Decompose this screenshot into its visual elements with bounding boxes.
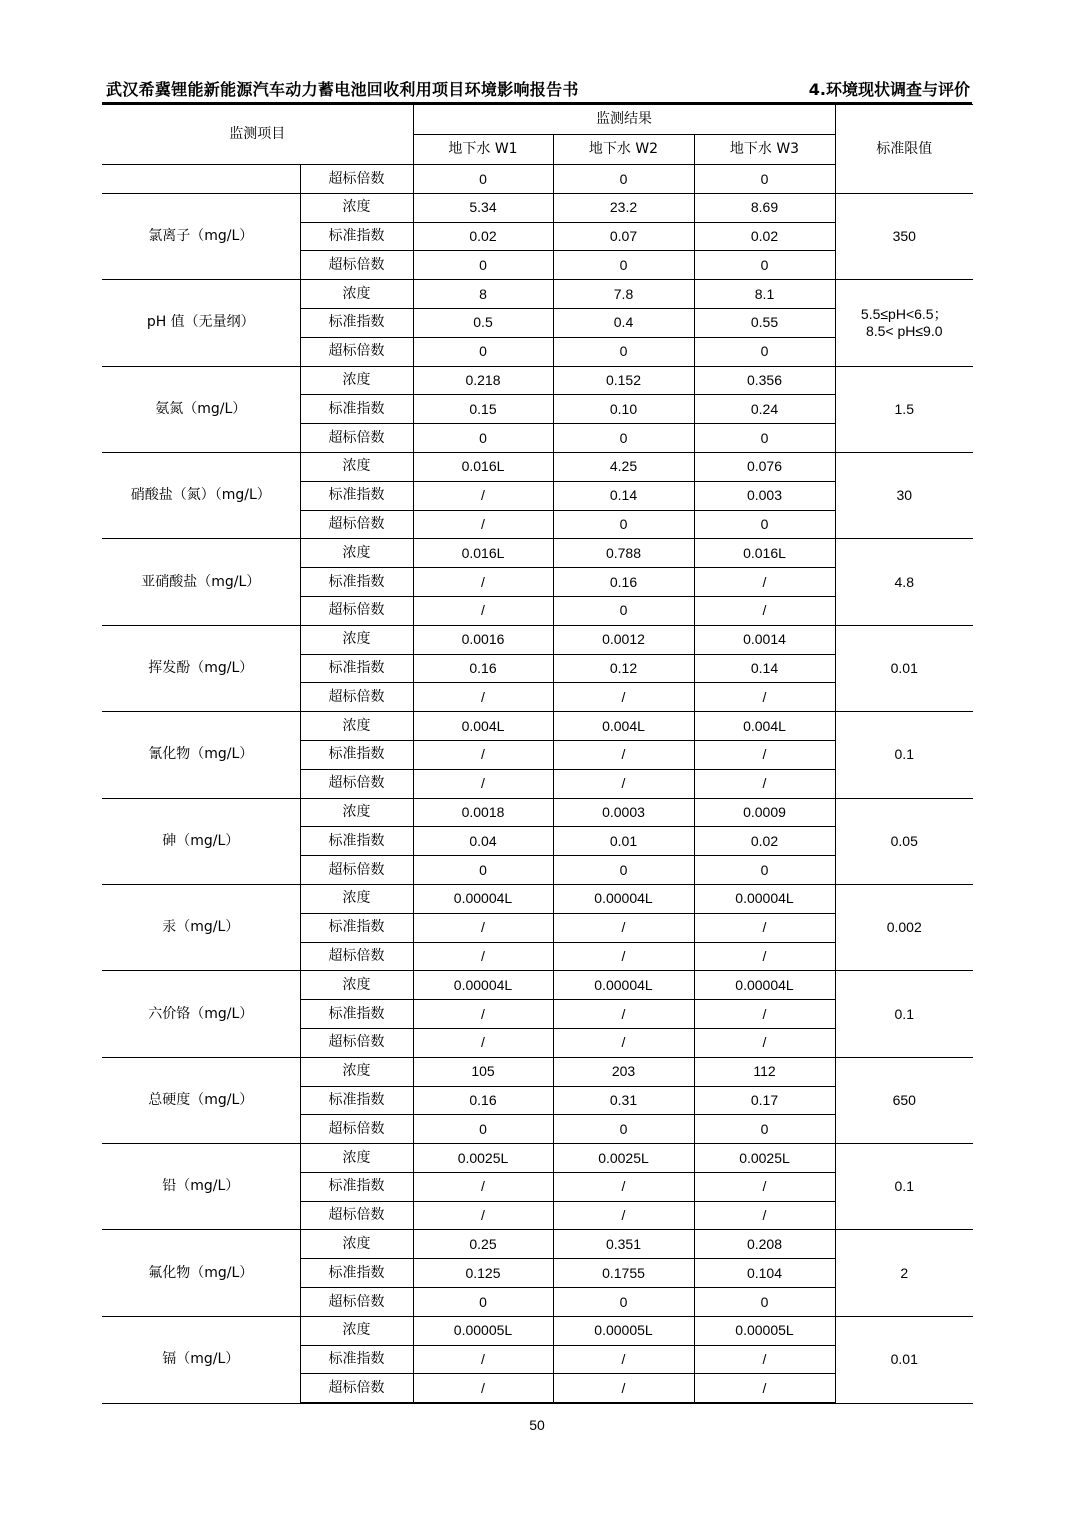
row-label: 超标倍数 <box>300 165 413 194</box>
standard-limit-line: 1.5 <box>894 400 914 417</box>
value-cell: / <box>413 913 553 942</box>
value-cell: 0 <box>553 337 694 366</box>
row-label: 浓度 <box>300 884 413 913</box>
value-cell: 8.69 <box>694 193 835 222</box>
value-cell: / <box>694 683 835 712</box>
table-row <box>102 1316 973 1345</box>
item-name: 挥发酚（mg/L） <box>102 625 300 711</box>
value-cell: 203 <box>553 1057 694 1086</box>
value-cell: / <box>413 683 553 712</box>
table-row <box>102 1144 973 1173</box>
value-cell: / <box>553 683 694 712</box>
value-cell: 0.0025L <box>413 1144 553 1173</box>
value-cell: 0.351 <box>553 1230 694 1259</box>
value-cell: 0 <box>694 251 835 280</box>
page-number: 50 <box>529 1417 545 1433</box>
standard-limit-line: 350 <box>892 228 916 245</box>
value-cell: 0.00004L <box>694 971 835 1000</box>
item-name: 氯离子（mg/L） <box>102 193 300 279</box>
standard-limit <box>835 971 973 1057</box>
table-row <box>102 452 973 481</box>
row-label: 超标倍数 <box>300 1374 413 1403</box>
value-cell: / <box>694 596 835 625</box>
value-cell: 0.0016 <box>413 625 553 654</box>
value-cell: / <box>694 740 835 769</box>
row-label: 超标倍数 <box>300 251 413 280</box>
value-cell: 7.8 <box>553 280 694 309</box>
row-label: 超标倍数 <box>300 337 413 366</box>
row-label: 浓度 <box>300 366 413 395</box>
value-cell: / <box>413 596 553 625</box>
value-cell: / <box>553 942 694 971</box>
row-label: 浓度 <box>300 712 413 741</box>
table-row <box>102 280 973 309</box>
value-cell: 0.15 <box>413 395 553 424</box>
standard-limit-line: 0.01 <box>890 660 918 677</box>
value-cell: 0.788 <box>553 539 694 568</box>
value-cell: 0.00004L <box>553 971 694 1000</box>
value-cell: 0.14 <box>694 654 835 683</box>
row-label: 标准指数 <box>300 1172 413 1201</box>
value-cell: / <box>694 1345 835 1374</box>
value-cell: / <box>694 1028 835 1057</box>
value-cell: 0 <box>553 424 694 453</box>
standard-limit-line: 4.8 <box>894 573 914 590</box>
value-cell: 0 <box>553 165 694 194</box>
row-label: 超标倍数 <box>300 510 413 539</box>
value-cell: / <box>553 1201 694 1230</box>
value-cell: 0.14 <box>553 481 694 510</box>
row-label: 标准指数 <box>300 1345 413 1374</box>
value-cell: / <box>694 1000 835 1029</box>
value-cell: / <box>694 1172 835 1201</box>
row-label: 浓度 <box>300 1057 413 1086</box>
value-cell: 0.0014 <box>694 625 835 654</box>
standard-limit <box>835 712 973 798</box>
value-cell: 0.02 <box>694 222 835 251</box>
standard-limit <box>835 625 973 711</box>
value-cell: 0.016L <box>413 452 553 481</box>
value-cell: / <box>413 1000 553 1029</box>
well-header: 地下水 W3 <box>694 135 835 165</box>
standard-limit-line: 2 <box>900 1264 909 1281</box>
value-cell: 0.104 <box>694 1259 835 1288</box>
value-cell: 0.00004L <box>413 971 553 1000</box>
item-name: 氟化物（mg/L） <box>102 1230 300 1316</box>
standard-limit <box>835 193 973 279</box>
value-cell: 0.016L <box>694 539 835 568</box>
value-cell: 0 <box>694 856 835 885</box>
table-row <box>102 1057 973 1086</box>
value-cell: 0.17 <box>694 1086 835 1115</box>
value-cell: 8 <box>413 280 553 309</box>
value-cell: 0 <box>413 1288 553 1317</box>
standard-limit <box>835 798 973 884</box>
value-cell: 0.0009 <box>694 798 835 827</box>
document-title: 武汉希冀锂能新能源汽车动力蓄电池回收利用项目环境影响报告书 <box>106 80 579 99</box>
value-cell: 0.003 <box>694 481 835 510</box>
row-label: 标准指数 <box>300 827 413 856</box>
value-cell: 0 <box>413 251 553 280</box>
value-cell: / <box>553 769 694 798</box>
table-row <box>102 712 973 741</box>
value-cell: / <box>553 740 694 769</box>
value-cell: / <box>413 510 553 539</box>
value-cell: 0 <box>694 424 835 453</box>
row-label: 标准指数 <box>300 654 413 683</box>
value-cell: 0.0025L <box>694 1144 835 1173</box>
row-label: 超标倍数 <box>300 1201 413 1230</box>
standard-limit <box>835 452 973 538</box>
row-label: 超标倍数 <box>300 942 413 971</box>
value-cell: 105 <box>413 1057 553 1086</box>
value-cell: 0 <box>553 510 694 539</box>
value-cell: 8.1 <box>694 280 835 309</box>
value-cell: 0 <box>553 251 694 280</box>
row-label: 超标倍数 <box>300 856 413 885</box>
value-cell: 0.07 <box>553 222 694 251</box>
item-name: 氰化物（mg/L） <box>102 712 300 798</box>
value-cell: 0.00004L <box>694 884 835 913</box>
row-label: 浓度 <box>300 539 413 568</box>
monitoring-table <box>102 104 973 1404</box>
value-cell: 0.24 <box>694 395 835 424</box>
value-cell: / <box>553 1345 694 1374</box>
row-label: 超标倍数 <box>300 1115 413 1144</box>
item-name: 硝酸盐（氮）（mg/L） <box>102 452 300 538</box>
value-cell: 23.2 <box>553 193 694 222</box>
row-label: 浓度 <box>300 625 413 654</box>
value-cell: / <box>553 1172 694 1201</box>
value-cell: 0 <box>553 596 694 625</box>
value-cell: 0.00005L <box>694 1316 835 1345</box>
value-cell: / <box>694 1374 835 1403</box>
row-label: 超标倍数 <box>300 424 413 453</box>
value-cell: / <box>413 769 553 798</box>
standard-limit <box>835 1057 973 1143</box>
value-cell: 0.125 <box>413 1259 553 1288</box>
standard-limit-line: 0.1 <box>894 1005 914 1022</box>
row-label: 标准指数 <box>300 1000 413 1029</box>
row-label: 浓度 <box>300 193 413 222</box>
value-cell: / <box>694 769 835 798</box>
row-label: 浓度 <box>300 280 413 309</box>
item-name: 铅（mg/L） <box>102 1144 300 1230</box>
row-label: 标准指数 <box>300 1086 413 1115</box>
value-cell: 0 <box>694 510 835 539</box>
row-label: 标准指数 <box>300 913 413 942</box>
value-cell: / <box>553 1028 694 1057</box>
standard-limit-line: 8.5< pH≤9.0 <box>865 322 943 339</box>
value-cell: / <box>413 1028 553 1057</box>
value-cell: 0.16 <box>413 654 553 683</box>
value-cell: 0 <box>553 856 694 885</box>
standard-limit-line: 0.1 <box>894 1178 914 1195</box>
value-cell: 0.04 <box>413 827 553 856</box>
standard-limit <box>835 884 973 970</box>
header-row <box>102 105 973 135</box>
row-label: 标准指数 <box>300 740 413 769</box>
table-row <box>102 1230 973 1259</box>
value-cell: / <box>413 1201 553 1230</box>
value-cell: 0.31 <box>553 1086 694 1115</box>
item-name: 砷（mg/L） <box>102 798 300 884</box>
value-cell: / <box>694 942 835 971</box>
row-label: 浓度 <box>300 452 413 481</box>
value-cell: 5.34 <box>413 193 553 222</box>
item-name: 氨氮（mg/L） <box>102 366 300 452</box>
row-label: 浓度 <box>300 798 413 827</box>
value-cell: 0.0025L <box>553 1144 694 1173</box>
value-cell: 0.1755 <box>553 1259 694 1288</box>
standard-limit-line: 650 <box>892 1092 916 1108</box>
value-cell: 0.076 <box>694 452 835 481</box>
table-row <box>102 366 973 395</box>
row-label: 浓度 <box>300 971 413 1000</box>
value-cell: / <box>413 568 553 597</box>
value-cell: 0.208 <box>694 1230 835 1259</box>
value-cell: 0.00005L <box>413 1316 553 1345</box>
standard-limit <box>835 280 973 366</box>
value-cell: 0.0003 <box>553 798 694 827</box>
value-cell: / <box>553 1000 694 1029</box>
standard-limit-line: 0.01 <box>890 1351 918 1368</box>
value-cell: / <box>694 913 835 942</box>
row-label: 标准指数 <box>300 395 413 424</box>
value-cell: 0.218 <box>413 366 553 395</box>
row-label: 浓度 <box>300 1230 413 1259</box>
value-cell: 0.25 <box>413 1230 553 1259</box>
standard-limit <box>835 366 973 452</box>
value-cell: / <box>413 942 553 971</box>
value-cell: 0.01 <box>553 827 694 856</box>
page-header <box>102 74 972 104</box>
value-cell: / <box>553 913 694 942</box>
standard-limit <box>835 1230 973 1316</box>
value-cell: 0.4 <box>553 308 694 337</box>
row-label: 超标倍数 <box>300 769 413 798</box>
value-cell: 0.5 <box>413 308 553 337</box>
item-header: 监测项目 <box>102 105 413 165</box>
value-cell: 0.55 <box>694 308 835 337</box>
value-cell: / <box>413 1345 553 1374</box>
value-cell: 0.02 <box>694 827 835 856</box>
value-cell: 0 <box>694 337 835 366</box>
value-cell: 112 <box>694 1057 835 1086</box>
value-cell: 0 <box>413 1115 553 1144</box>
item-name: 镉（mg/L） <box>102 1316 300 1403</box>
row-label: 标准指数 <box>300 481 413 510</box>
value-cell: 0.16 <box>413 1086 553 1115</box>
value-cell: 0 <box>413 165 553 194</box>
value-cell: 4.25 <box>553 452 694 481</box>
value-cell: 0 <box>694 1115 835 1144</box>
standard-limit-line: 0.002 <box>886 919 922 936</box>
table-row <box>102 539 973 568</box>
standard-limit-line: 0.1 <box>894 746 914 763</box>
value-cell: 0 <box>553 1115 694 1144</box>
standard-header: 标准限值 <box>835 105 973 194</box>
standard-limit-line: 30 <box>896 487 913 504</box>
row-label: 浓度 <box>300 1144 413 1173</box>
value-cell: 0 <box>694 1288 835 1317</box>
row-label: 浓度 <box>300 1316 413 1345</box>
item-name-continued <box>102 165 300 194</box>
value-cell: 0.0012 <box>553 625 694 654</box>
standard-limit <box>835 1144 973 1230</box>
row-label: 超标倍数 <box>300 683 413 712</box>
item-name: 汞（mg/L） <box>102 884 300 970</box>
item-name: pH 值（无量纲） <box>102 280 300 366</box>
item-name: 六价铬（mg/L） <box>102 971 300 1057</box>
value-cell: 0 <box>413 337 553 366</box>
value-cell: 0 <box>413 424 553 453</box>
value-cell: / <box>694 568 835 597</box>
value-cell: / <box>413 481 553 510</box>
row-label: 超标倍数 <box>300 1288 413 1317</box>
row-label: 标准指数 <box>300 568 413 597</box>
value-cell: 0.16 <box>553 568 694 597</box>
value-cell: 0.10 <box>553 395 694 424</box>
value-cell: 0.356 <box>694 366 835 395</box>
value-cell: 0.0018 <box>413 798 553 827</box>
value-cell: 0.00005L <box>553 1316 694 1345</box>
value-cell: 0.12 <box>553 654 694 683</box>
standard-limit-line: 5.5≤pH<6.5； <box>860 306 948 323</box>
value-cell: 0.00004L <box>413 884 553 913</box>
value-cell: / <box>694 1201 835 1230</box>
standard-limit-line: 0.05 <box>890 832 918 849</box>
value-cell: 0 <box>694 165 835 194</box>
value-cell: / <box>553 1374 694 1403</box>
table-row <box>102 193 973 222</box>
well-header: 地下水 W2 <box>553 135 694 165</box>
well-header: 地下水 W1 <box>413 135 553 165</box>
row-label: 标准指数 <box>300 308 413 337</box>
value-cell: 0 <box>413 856 553 885</box>
value-cell: 0.004L <box>553 712 694 741</box>
table-row <box>102 971 973 1000</box>
item-name: 亚硝酸盐（mg/L） <box>102 539 300 625</box>
table-row <box>102 884 973 913</box>
value-cell: / <box>413 1172 553 1201</box>
value-cell: 0 <box>553 1288 694 1317</box>
value-cell: / <box>413 1374 553 1403</box>
table-row <box>102 625 973 654</box>
value-cell: 0.02 <box>413 222 553 251</box>
value-cell: 0.004L <box>694 712 835 741</box>
value-cell: 0.00004L <box>553 884 694 913</box>
standard-limit <box>835 1316 973 1403</box>
value-cell: 0.152 <box>553 366 694 395</box>
results-header: 监测结果 <box>413 105 835 135</box>
row-label: 标准指数 <box>300 1259 413 1288</box>
row-label: 标准指数 <box>300 222 413 251</box>
row-label: 超标倍数 <box>300 1028 413 1057</box>
section-title: 4.环境现状调查与评价 <box>808 80 970 99</box>
item-name: 总硬度（mg/L） <box>102 1057 300 1143</box>
value-cell: 0.004L <box>413 712 553 741</box>
standard-limit <box>835 539 973 625</box>
value-cell: 0.016L <box>413 539 553 568</box>
row-label: 超标倍数 <box>300 596 413 625</box>
value-cell: / <box>413 740 553 769</box>
table-row <box>102 798 973 827</box>
